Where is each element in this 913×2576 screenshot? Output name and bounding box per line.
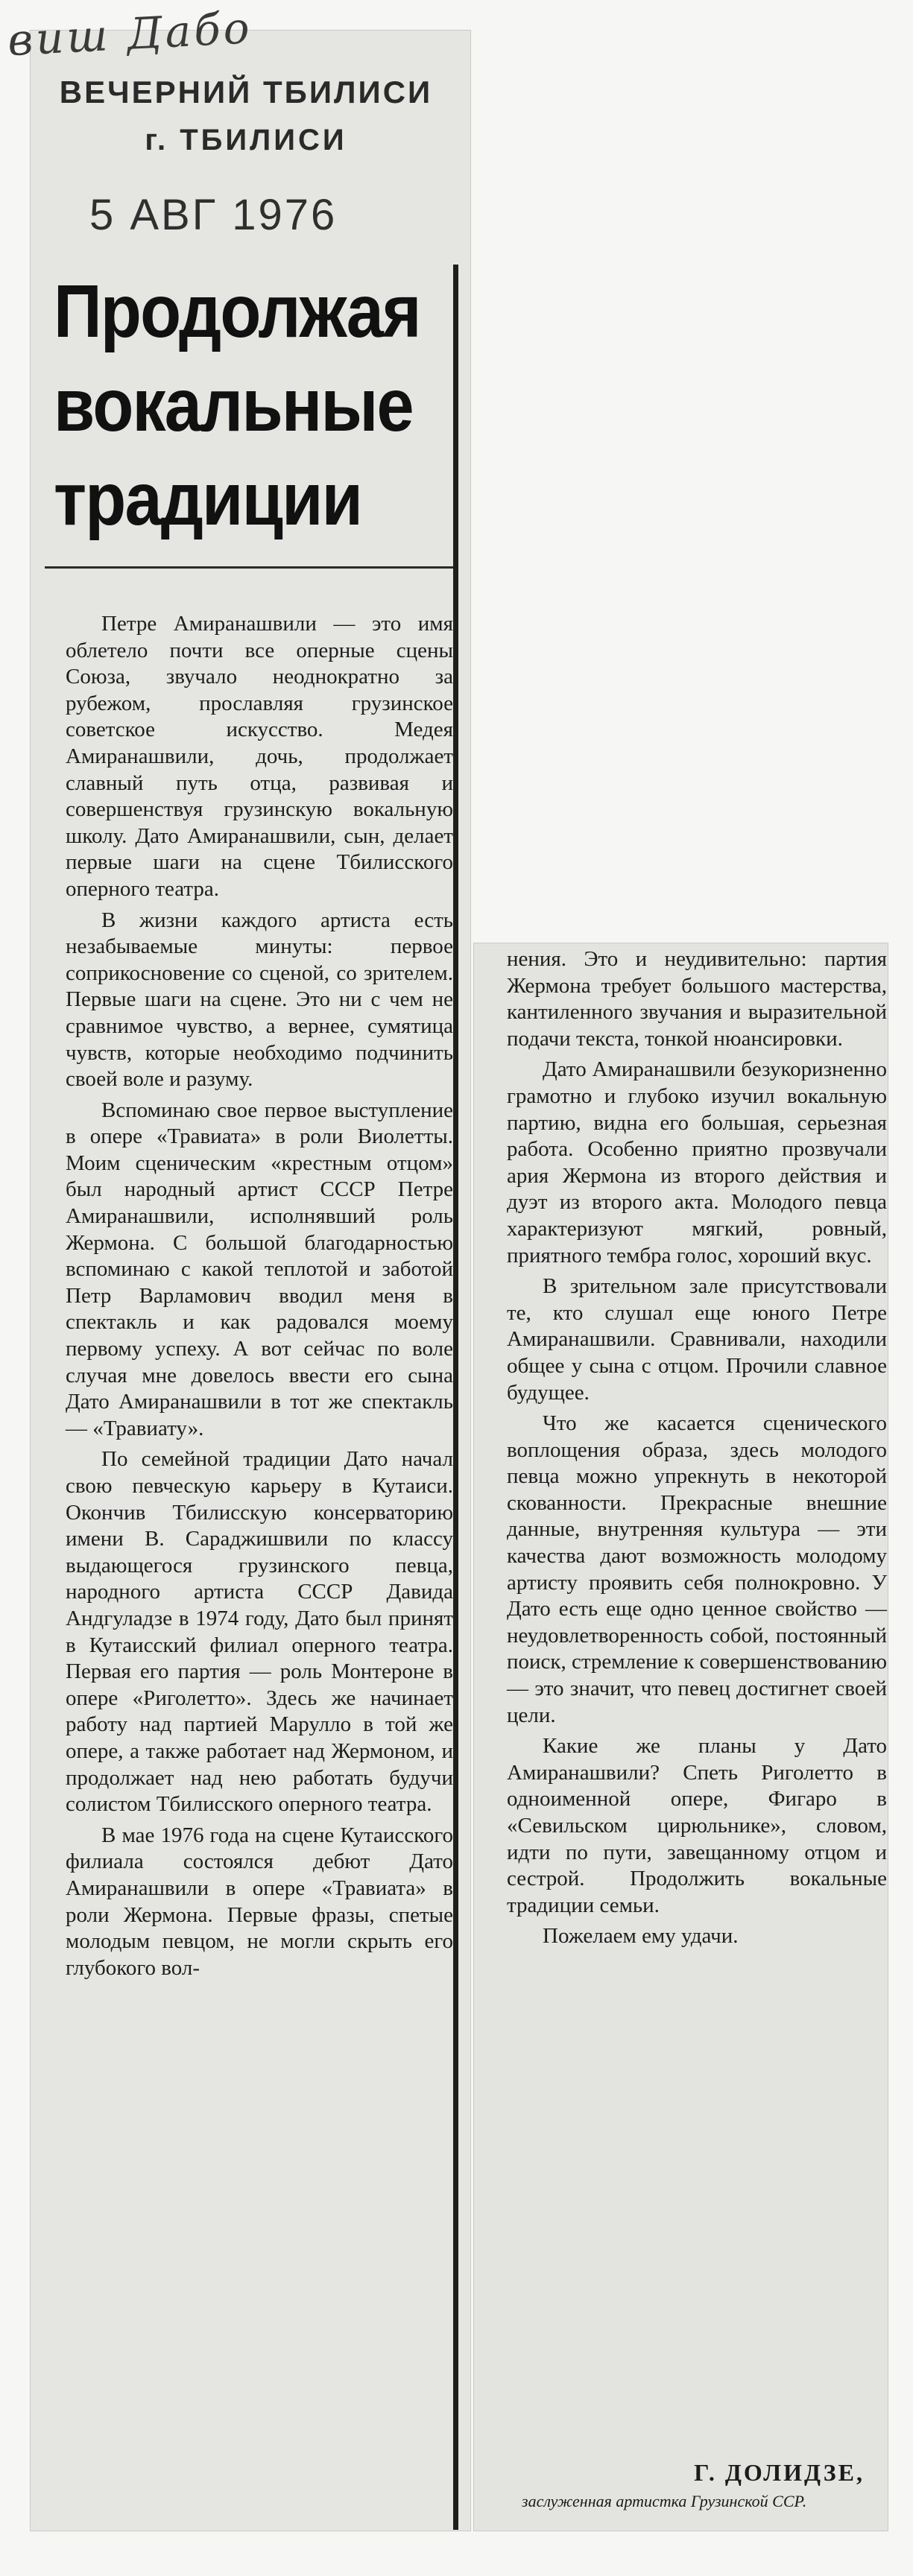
article-signature [507, 2459, 887, 2512]
date-stamp: 5 АВГ 1976 [89, 191, 338, 239]
paragraph: В мае 1976 года на сцене Кутаисского филиала состоялся дебют Дато Амиранашвили в опере «Травиата» в роли Жермона. Первые фразы, спетые молодым певцом, не могли скрыть его глубокого вол- [66, 1823, 453, 1980]
paragraph: Дато Амиранашвили безукоризненно грамотно и глубоко изучил вокальную партию, видна его большая, серьезная работа. Особенно приятно прозвучали ария Жермона из второго действия и дуэт из второго акта. Молодого певца характеризуют мягкий, ровный, приятного тембра голос, хороший вкус. [507, 1057, 887, 1268]
column-rule [453, 265, 458, 2530]
paragraph: Какие же планы у Дато Амиранашвили? Спеть Риголетто в одноименной опере, Фигаро в «Севильском цирюльнике», словом, идти по пути, завещанному отцом и сестрой. Продолжить вокальные традиции семьи. [507, 1734, 887, 1917]
author-title: заслуженная артистка Грузинской ССР. [522, 2492, 807, 2510]
headline-rule [45, 566, 453, 569]
newspaper-city: г. ТБИЛИСИ [145, 124, 347, 156]
paragraph: По семейной традиции Дато начал свою певческую карьеру в Кутаиси. Окончив Тбилисскую консерваторию имени В. Сараджишвили по классу выдающегося грузинского певца, народного артиста СССР Давида Андгуладзе в 1974 году, Дато был принят в Кутаисский филиал оперного театра. Первая его партия — роль Монтероне в опере «Риголетто». Здесь же начинает работу над партией Марулло в той же опере, а также работает над Жермоном, и продолжает над нею работать будучи солистом Тбилисского оперного театра. [66, 1447, 453, 1817]
handwritten-note: виш Дабо [6, 2, 254, 66]
article-column-left [66, 611, 453, 1986]
article-column-right [507, 946, 887, 1955]
author-name: Г. ДОЛИДЗЕ, [694, 2459, 865, 2486]
paragraph: В зрительном зале присутствовали те, кто слушал еще юного Петре Амиранашвили. Сравнивали, находили общее у сына с отцом. Прочили славное будущее. [507, 1274, 887, 1405]
article-headline [54, 265, 471, 546]
masthead [52, 75, 440, 157]
paragraph: Петре Амиранашвили — это имя облетело почти все оперные сцены Союза, звучало неоднократно за рубежом, прославляя грузинское советское искусство. Медея Амиранашвили, дочь, продолжает славный путь отца, развивая и совершенствуя грузинскую вокальную школу. Дато Амиранашвили, сын, делает первые шаги на сцене Тбилисского оперного театра. [66, 612, 453, 901]
paragraph: Вспоминаю свое первое выступление в опере «Травиата» в роли Виолетты. Моим сценическим «крестным отцом» был народный артист СССР Петре Амиранашвили, исполнявший роль Жермона. С большой благодарностью вспоминаю с какой теплотой и заботой Петр Варламович вводил меня в спектакль и как радовался моему первому успеху. А вот сейчас по воле случая мне довелось ввести его сына Дато Амиранашвили в тот же спектакль — «Травиату». [66, 1098, 453, 1440]
paragraph: нения. Это и неудивительно: партия Жермона требует большого мастерства, кантиленного звучания и выразительной подачи текста, тонкой нюансировки. [507, 947, 887, 1051]
headline-line-1: Продолжая [54, 270, 420, 353]
paragraph: Что же касается сценического воплощения образа, здесь молодого певца можно упрекнуть в некоторой скованности. Прекрасные внешние данные, внутренняя культура — эти качества дают возможность молодому артисту проявить себя полнокровно. У Дато есть еще одно ценное свойство — неудовлетворенность собой, постоянный поиск, стремление к совершенствованию — это значит, что певец достигнет своей цели. [507, 1411, 887, 1727]
newspaper-name: ВЕЧЕРНИЙ ТБИЛИСИ [59, 75, 433, 110]
paragraph: В жизни каждого артиста есть незабываемые минуты: первое соприкосновение со сценой, со зрителем. Первые шаги на сцене. Это ни с чем не сравнимое чувство, а вернее, сумятица чувств, которые необходимо подчинить своей воле и разуму. [66, 908, 453, 1092]
headline-line-2: вокальные [54, 364, 413, 447]
paragraph: Пожелаем ему удачи. [543, 1924, 739, 1949]
headline-line-3: традиции [54, 458, 362, 541]
